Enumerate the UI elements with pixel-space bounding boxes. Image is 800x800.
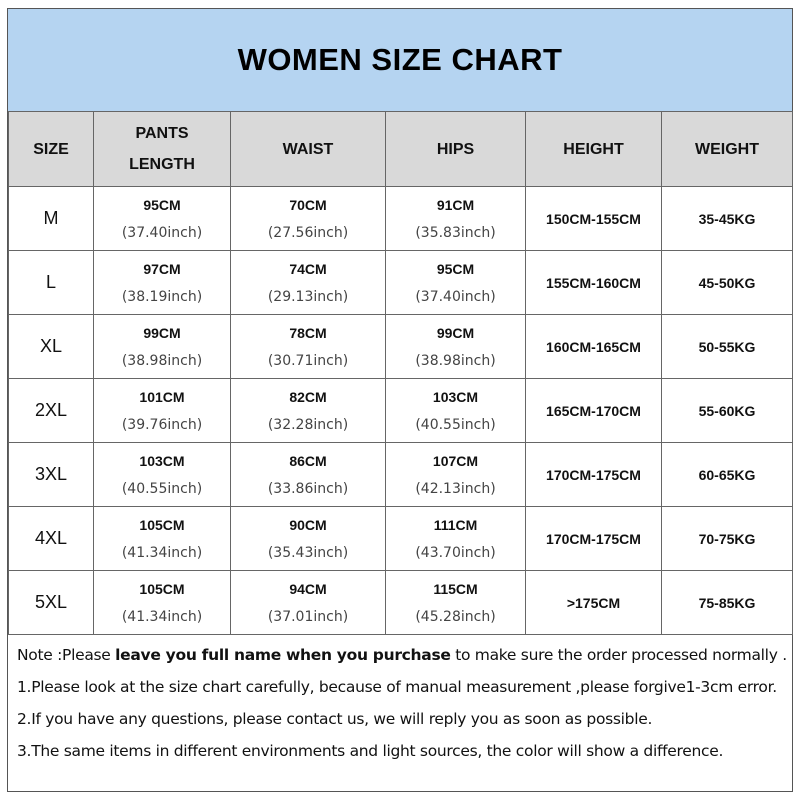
- waist-cm: 90CM: [289, 516, 327, 533]
- waist-cm: 82CM: [289, 388, 327, 405]
- header-hips: HIPS: [386, 112, 526, 187]
- hips-inch: (35.83inch): [415, 224, 496, 241]
- waist-cm: 94CM: [289, 580, 327, 597]
- size-table: [8, 111, 793, 635]
- height-cell: [526, 315, 662, 379]
- hips-inch: (42.13inch): [415, 480, 496, 497]
- waist-cm: 74CM: [289, 260, 327, 277]
- header-height: HEIGHT: [526, 112, 662, 187]
- waist-inch: (37.01inch): [267, 608, 349, 625]
- waist-inch: (35.43inch): [267, 544, 349, 561]
- header-pants-line2: LENGTH: [129, 156, 195, 173]
- table-row: [9, 571, 793, 635]
- weight-value: 70-75KG: [698, 530, 756, 547]
- note-suffix: to make sure the order processed normally .: [450, 646, 787, 664]
- waist-cell: [231, 379, 386, 443]
- weight-cell: [662, 507, 793, 571]
- size-cell: [9, 251, 94, 315]
- waist-cell: [231, 251, 386, 315]
- pants-length-inch: (41.34inch): [121, 608, 203, 625]
- pants-length-inch: (37.40inch): [121, 224, 203, 241]
- pants-length-inch: (38.98inch): [121, 352, 203, 369]
- pants-length-cm: 103CM: [139, 452, 185, 469]
- size-label: 2XL: [34, 400, 68, 420]
- hips-cm: 115CM: [433, 580, 478, 597]
- hips-cell: [386, 571, 526, 635]
- height-value: >175CM: [566, 594, 621, 611]
- table-row: [9, 251, 793, 315]
- hips-cell: [386, 315, 526, 379]
- height-cell: [526, 507, 662, 571]
- size-cell: [9, 315, 94, 379]
- title-bar: [8, 9, 792, 112]
- waist-cell: [231, 315, 386, 379]
- weight-cell: [662, 251, 793, 315]
- size-cell: [9, 443, 94, 507]
- size-label: L: [45, 272, 56, 292]
- hips-cell: [386, 251, 526, 315]
- notes: [8, 633, 792, 767]
- height-value: 170CM-175CM: [546, 530, 641, 547]
- pants-length-cm: 95CM: [143, 196, 181, 213]
- table-row: [9, 507, 793, 571]
- waist-inch: (33.86inch): [267, 480, 349, 497]
- height-value: 160CM-165CM: [546, 338, 641, 355]
- waist-cell: [231, 571, 386, 635]
- chart-title: WOMEN SIZE CHART: [237, 42, 563, 77]
- hips-cm: 111CM: [433, 516, 478, 533]
- hips-inch: (38.98inch): [415, 352, 496, 369]
- size-label: XL: [39, 336, 63, 356]
- size-cell: [9, 507, 94, 571]
- size-label: M: [43, 208, 59, 228]
- hips-cell: [386, 507, 526, 571]
- note-line-2: 2.If you have any questions, please contact us, we will reply you as soon as possible.: [17, 710, 653, 728]
- weight-value: 45-50KG: [698, 274, 756, 291]
- note-bold: leave you full name when you purchase: [115, 646, 451, 664]
- weight-value: 60-65KG: [698, 466, 756, 483]
- pants-length-cm: 105CM: [139, 580, 185, 597]
- note-line-3: 3.The same items in different environments and light sources, the color will show a difference.: [17, 742, 724, 760]
- note-prefix: Note :Please: [17, 646, 116, 664]
- size-cell: [9, 571, 94, 635]
- table-row: [9, 187, 793, 251]
- hips-inch: (37.40inch): [415, 288, 496, 305]
- pants-length-cell: [94, 251, 231, 315]
- weight-cell: [662, 443, 793, 507]
- weight-cell: [662, 379, 793, 443]
- waist-inch: (29.13inch): [267, 288, 349, 305]
- header-pants-line1: PANTS: [135, 125, 189, 142]
- header-pants-length: [94, 112, 231, 187]
- pants-length-cell: [94, 315, 231, 379]
- height-cell: [526, 379, 662, 443]
- pants-length-cell: [94, 443, 231, 507]
- weight-value: 35-45KG: [698, 210, 756, 227]
- size-cell: [9, 187, 94, 251]
- waist-inch: (32.28inch): [267, 416, 349, 433]
- note-line-1: 1.Please look at the size chart carefully, because of manual measurement ,please forgive1-3cm error.: [17, 678, 777, 696]
- header-waist: WAIST: [231, 112, 386, 187]
- waist-inch: (30.71inch): [267, 352, 349, 369]
- size-label: 5XL: [34, 592, 68, 612]
- waist-cell: [231, 443, 386, 507]
- size-label: 4XL: [34, 528, 68, 548]
- height-cell: [526, 187, 662, 251]
- pants-length-inch: (41.34inch): [121, 544, 203, 561]
- size-cell: [9, 379, 94, 443]
- hips-cm: 95CM: [436, 260, 475, 277]
- hips-cell: [386, 187, 526, 251]
- waist-cell: [231, 187, 386, 251]
- height-value: 150CM-155CM: [546, 210, 641, 227]
- hips-inch: (45.28inch): [415, 608, 496, 625]
- weight-value: 55-60KG: [698, 402, 756, 419]
- height-cell: [526, 571, 662, 635]
- height-value: 165CM-170CM: [546, 402, 641, 419]
- hips-cell: [386, 379, 526, 443]
- hips-cell: [386, 443, 526, 507]
- table-row: [9, 379, 793, 443]
- pants-length-cell: [94, 507, 231, 571]
- waist-cell: [231, 507, 386, 571]
- hips-cm: 107CM: [432, 452, 479, 469]
- pants-length-inch: (40.55inch): [121, 480, 203, 497]
- weight-value: 75-85KG: [698, 594, 756, 611]
- waist-cm: 86CM: [289, 452, 327, 469]
- header-size: SIZE: [9, 112, 94, 187]
- pants-length-cm: 97CM: [143, 260, 181, 277]
- waist-inch: (27.56inch): [267, 224, 349, 241]
- height-cell: [526, 251, 662, 315]
- waist-cm: 70CM: [289, 196, 327, 213]
- hips-inch: (40.55inch): [415, 416, 496, 433]
- size-chart-frame: [7, 8, 793, 792]
- weight-cell: [662, 187, 793, 251]
- pants-length-inch: (38.19inch): [121, 288, 203, 305]
- weight-value: 50-55KG: [698, 338, 756, 355]
- weight-cell: [662, 315, 793, 379]
- pants-length-cm: 101CM: [139, 388, 185, 405]
- height-value: 170CM-175CM: [546, 466, 641, 483]
- table-row: [9, 315, 793, 379]
- hips-inch: (43.70inch): [415, 544, 496, 561]
- pants-length-cell: [94, 571, 231, 635]
- header-weight: WEIGHT: [662, 112, 793, 187]
- weight-cell: [662, 571, 793, 635]
- header-row: [9, 112, 793, 187]
- waist-cm: 78CM: [289, 324, 327, 341]
- pants-length-cm: 105CM: [139, 516, 185, 533]
- table-row: [9, 443, 793, 507]
- pants-length-cell: [94, 187, 231, 251]
- hips-cm: 99CM: [436, 324, 475, 341]
- size-label: 3XL: [34, 464, 68, 484]
- pants-length-inch: (39.76inch): [121, 416, 203, 433]
- note-line: [17, 639, 792, 671]
- pants-length-cell: [94, 379, 231, 443]
- hips-cm: 91CM: [436, 196, 475, 213]
- hips-cm: 103CM: [432, 388, 479, 405]
- pants-length-cm: 99CM: [143, 324, 181, 341]
- height-cell: [526, 443, 662, 507]
- height-value: 155CM-160CM: [546, 274, 641, 291]
